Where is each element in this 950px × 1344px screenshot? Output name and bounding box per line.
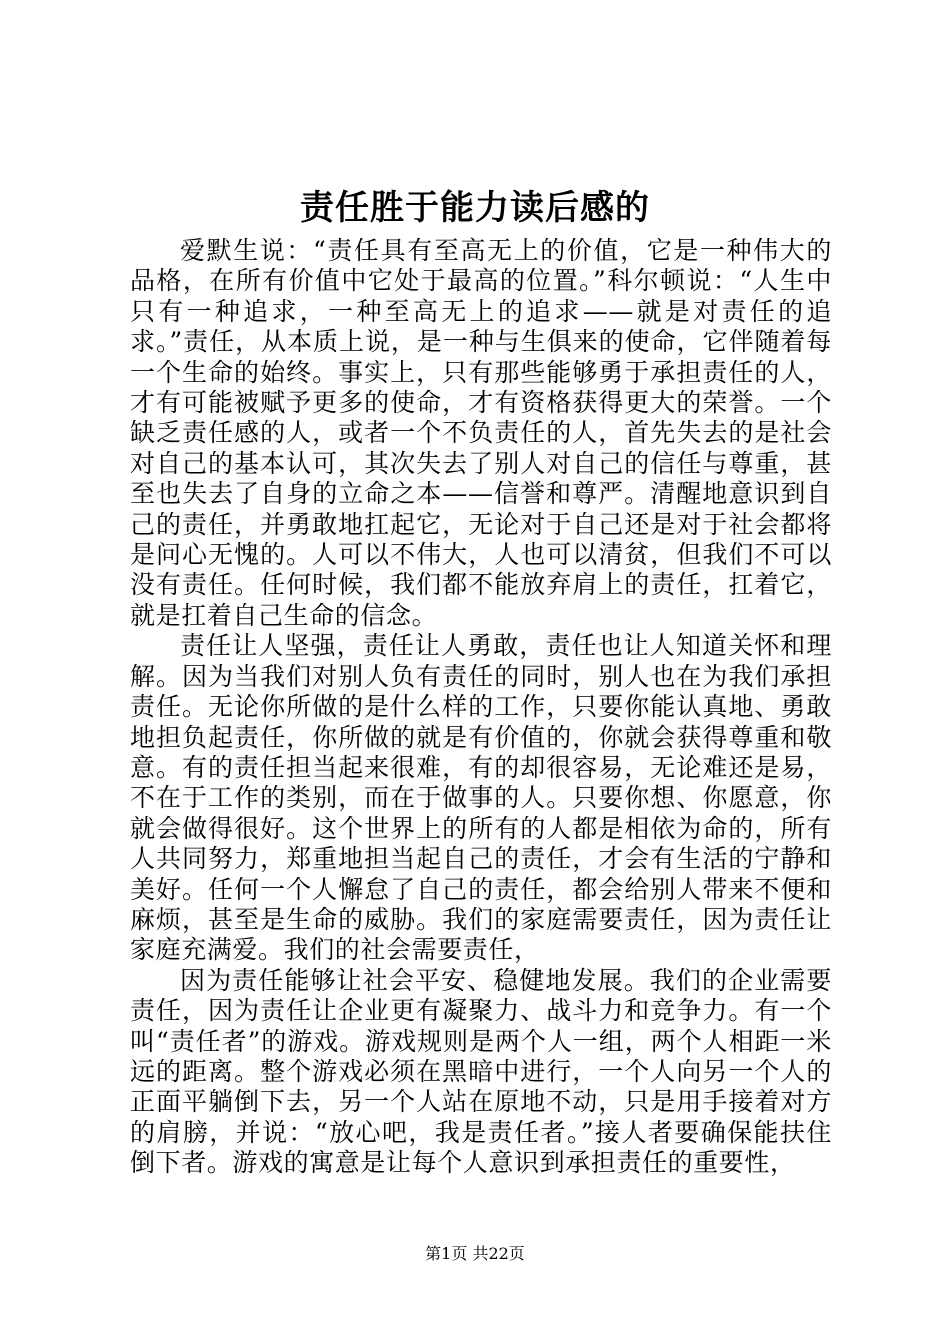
paragraph-1: 爱默生说：“责任具有至高无上的价值，它是一种伟大的品格，在所有价值中它处于最高的位置。”科尔顿说：“人生中只有一种追求，一种至高无上的追求——就是对责任的追求。”责任，从本质上说，是一种与生俱来的使命，它伴随着每一个生命的始终。事实上，只有那些能够勇于承担责任的人，才有可能被赋予更多的使命，才有资格获得更大的荣誉。一个缺乏责任感的人，或者一个不负责任的人，首先失去的是社会对自己的基本认可，其次失去了别人对自己的信任与尊重，甚至也失去了自身的立命之本——信誉和尊严。清醒地意识到自己的责任，并勇敢地扛起它，无论对于自己还是对于社会都将是问心无愧的。人可以不伟大，人也可以清贫，但我们不可以没有责任。任何时候，我们都不能放弃肩上的责任，扛着它，就是扛着自己生命的信念。	[130, 236, 832, 630]
paragraph-2: 责任让人坚强，责任让人勇敢，责任也让人知道关怀和理解。因为当我们对别人负有责任的同时，别人也在为我们承担责任。无论你所做的是什么样的工作，只要你能认真地、勇敢地担负起责任，你所做的就是有价值的，你就会获得尊重和敬意。有的责任担当起来很难，有的却很容易，无论难还是易，不在于工作的类别，而在于做事的人。只要你想、你愿意，你就会做得很好。这个世界上的所有的人都是相依为命的，所有人共同努力，郑重地担当起自己的责任，才会有生活的宁静和美好。任何一个人懈怠了自己的责任，都会给别人带来不便和麻烦，甚至是生命的威胁。我们的家庭需要责任，因为责任让家庭充满爱。我们的社会需要责任，	[130, 631, 832, 965]
paragraph-3: 因为责任能够让社会平安、稳健地发展。我们的企业需要责任，因为责任让企业更有凝聚力、战斗力和竞争力。有一个叫“责任者”的游戏。游戏规则是两个人一组，两个人相距一米远的距离。整个游戏必须在黑暗中进行，一个人向另一个人的正面平躺倒下去，另一个人站在原地不动，只是用手接着对方的肩膀，并说：“放心吧，我是责任者。”接人者要确保能扶住倒下者。游戏的寓意是让每个人意识到承担责任的重要性，	[130, 965, 832, 1178]
document-body	[130, 236, 832, 1179]
page-footer: 第1页 共22页	[425, 1244, 525, 1263]
document-title: 责任胜于能力读后感的	[300, 188, 650, 228]
